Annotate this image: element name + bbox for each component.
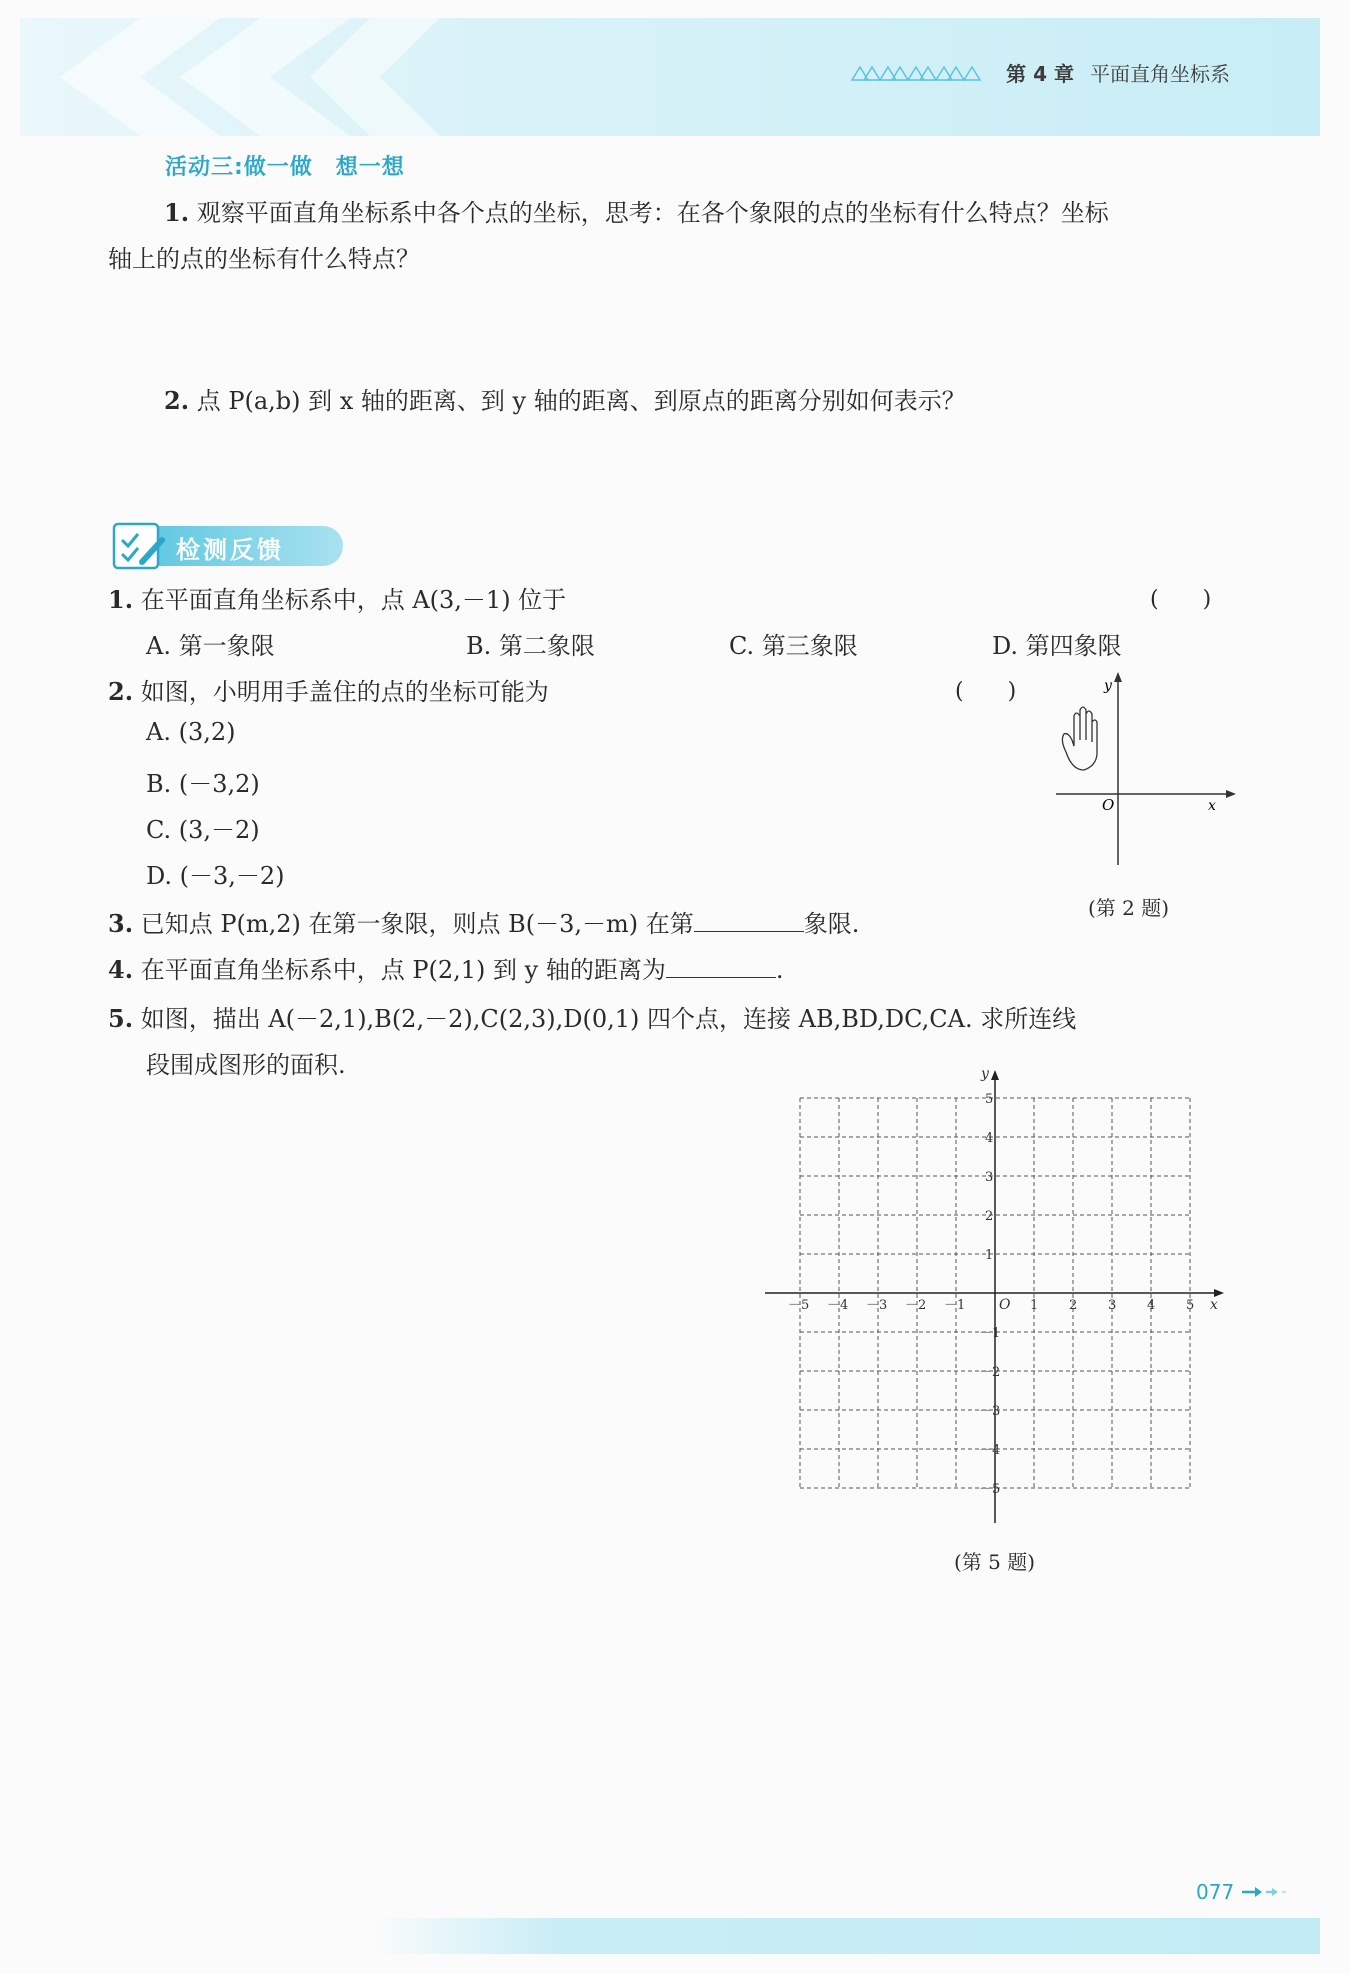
- question-number: 4.: [108, 955, 134, 984]
- chapter-title: 平面直角坐标系: [1090, 62, 1230, 86]
- y-tick-label: 2: [985, 1209, 994, 1224]
- question-text: 如图，描出 A(－2,1),B(2,－2),C(2,3),D(0,1) 四个点，连接 AB,BD,DC,CA. 求所连线: [140, 1005, 1077, 1033]
- y-tick-label: －5: [979, 1482, 1001, 1497]
- option-b: B. 第二象限: [466, 632, 595, 660]
- footer-band: [370, 1918, 1320, 1954]
- q2-option-a: A. (3,2): [146, 718, 236, 746]
- x-tick-label: 1: [1030, 1298, 1039, 1313]
- option-d: D. 第四象限: [992, 632, 1122, 660]
- section-badge: [108, 518, 348, 574]
- q2-figure: [1050, 670, 1240, 870]
- y-tick-label: 1: [985, 1248, 994, 1263]
- q2-figure-caption: (第 2 题): [1088, 896, 1170, 920]
- y-tick-label: 4: [985, 1131, 994, 1146]
- question-text-end: .: [775, 956, 784, 984]
- question-text: 在平面直角坐标系中，点 P(2,1) 到 y 轴的距离为: [140, 956, 666, 984]
- activity-question-2: [164, 378, 1224, 424]
- question-number: 5.: [108, 1004, 134, 1033]
- y-tick-label: －3: [979, 1404, 1001, 1419]
- y-axis-arrow-icon: [991, 1070, 999, 1080]
- question-number: 2.: [164, 386, 190, 415]
- question-text: 点 P(a,b) 到 x 轴的距离、到 y 轴的距离、到原点的距离分别如何表示？: [196, 387, 966, 415]
- y-tick-label: 5: [985, 1092, 994, 1107]
- x-axis-label: x: [1208, 798, 1216, 814]
- question-number: 1.: [164, 198, 190, 227]
- x-axis-arrow-icon: [1226, 790, 1236, 798]
- activity-question-1: [108, 190, 1233, 282]
- x-tick-label: －2: [905, 1298, 927, 1313]
- answer-parentheses: ( ): [955, 679, 1017, 704]
- answer-parentheses: ( ): [1150, 587, 1212, 612]
- x-tick-label: 4: [1147, 1298, 1156, 1313]
- y-axis-arrow-icon: [1114, 672, 1122, 682]
- question-text: 已知点 P(m,2) 在第一象限，则点 B(－3,－m) 在第: [140, 910, 694, 938]
- question-text: 在平面直角坐标系中，点 A(3,－1) 位于: [140, 586, 567, 614]
- answer-blank[interactable]: [694, 905, 804, 932]
- question-number: 1.: [108, 585, 134, 614]
- chevron-decoration-icon: [20, 18, 440, 136]
- question-text-continued: 段围成图形的面积.: [146, 1051, 346, 1079]
- answer-blank[interactable]: [666, 951, 776, 978]
- activity-title: 活动三:做一做 想一想: [165, 155, 405, 180]
- q2-option-d: D. (－3,－2): [146, 862, 285, 890]
- x-axis-arrow-icon: [1214, 1289, 1224, 1297]
- y-tick-label: －4: [979, 1443, 1001, 1458]
- q2-option-c: C. (3,－2): [146, 816, 260, 844]
- triangle-pattern-icon: [850, 64, 990, 82]
- q2-option-b: B. (－3,2): [146, 770, 260, 798]
- hand-icon: [1062, 707, 1097, 770]
- question-text-end: 象限.: [803, 910, 860, 938]
- chapter-header: [850, 58, 1230, 87]
- x-axis-label: x: [1210, 1297, 1218, 1313]
- origin-label: O: [1102, 796, 1115, 814]
- x-tick-label: －1: [944, 1298, 966, 1313]
- question-number: 2.: [108, 677, 134, 706]
- section-title: 检测反馈: [176, 536, 284, 564]
- x-tick-label: 3: [1108, 1298, 1117, 1313]
- question-1: [108, 580, 1233, 615]
- x-tick-label: －4: [827, 1298, 849, 1313]
- question-4: [108, 950, 1108, 985]
- arrow-right-icon: [1240, 1885, 1288, 1899]
- y-tick-label: 3: [985, 1170, 994, 1185]
- q5-figure-caption: (第 5 题): [954, 1550, 1036, 1574]
- page-number: [1196, 1880, 1288, 1904]
- x-tick-label: －3: [866, 1298, 888, 1313]
- option-c: C. 第三象限: [729, 632, 858, 660]
- question-number: 3.: [108, 909, 134, 938]
- origin-label: O: [999, 1297, 1011, 1313]
- x-tick-label: 2: [1069, 1298, 1078, 1313]
- option-a: A. 第一象限: [146, 632, 275, 660]
- page-number-text: 077: [1196, 1880, 1235, 1904]
- question-text-continued: 轴上的点的坐标有什么特点？: [108, 245, 420, 273]
- question-2: [108, 672, 868, 707]
- x-tick-label: －5: [788, 1298, 810, 1313]
- y-tick-label: －1: [979, 1326, 1001, 1341]
- question-text: 观察平面直角坐标系中各个点的坐标，思考：在各个象限的点的坐标有什么特点？坐标: [196, 199, 1109, 227]
- x-tick-label: 5: [1186, 1298, 1195, 1313]
- chapter-number: 第 4 章: [1006, 62, 1074, 86]
- y-axis-label: y: [1104, 678, 1112, 694]
- q5-coordinate-grid: [760, 1058, 1240, 1528]
- y-tick-label: －2: [979, 1365, 1001, 1380]
- question-text: 如图，小明用手盖住的点的坐标可能为: [140, 678, 549, 706]
- y-axis-label: y: [981, 1066, 989, 1082]
- question-3: [108, 904, 1108, 939]
